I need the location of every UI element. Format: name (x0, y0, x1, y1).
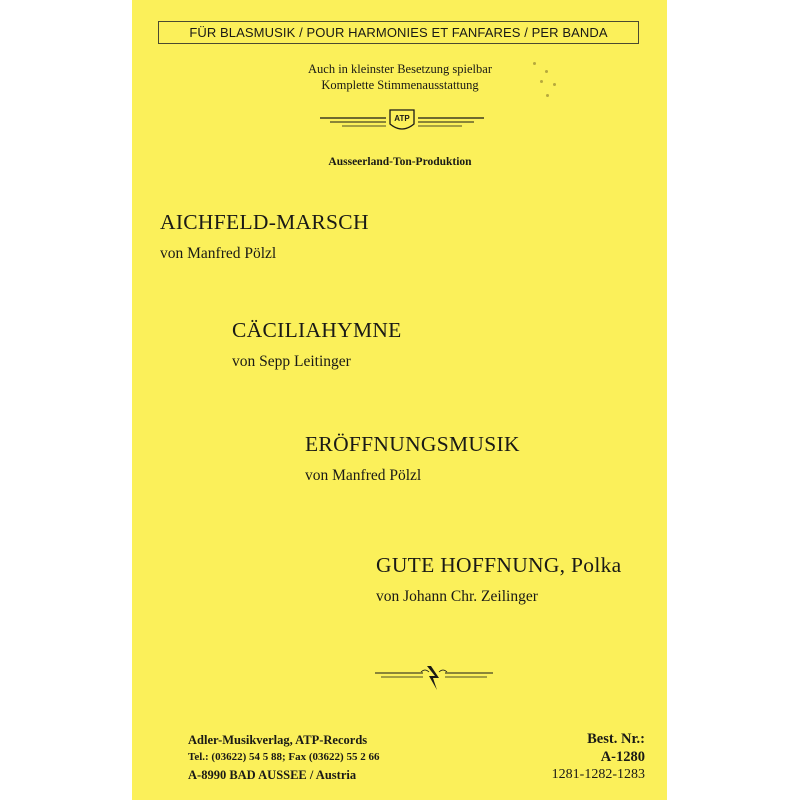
subtitle-line-2: Komplette Stimmenausstattung (321, 78, 479, 92)
order-label: Best. Nr.: (587, 731, 645, 747)
atp-logo-icon (318, 106, 486, 136)
piece-title-4: GUTE HOFFNUNG, Polka (376, 553, 622, 577)
publisher-phone: Tel.: (03622) 54 5 88; Fax (03622) 55 2 66 (188, 751, 380, 763)
order-range: 1281-1282-1283 (551, 767, 645, 782)
piece-composer-4: von Johann Chr. Zeilinger (376, 588, 538, 605)
piece-composer-3: von Manfred Pölzl (305, 467, 422, 484)
logo-lettering: ATP (394, 114, 410, 123)
order-number: A-1280 (600, 749, 645, 765)
publisher-name: Adler-Musikverlag, ATP-Records (188, 733, 368, 747)
piece-title-2: CÄCILIAHYMNE (232, 318, 402, 342)
piece-composer-1: von Manfred Pölzl (160, 245, 277, 262)
publisher-address: A-8990 BAD AUSSEE / Austria (188, 768, 357, 782)
subtitle-line-1: Auch in kleinster Besetzung spielbar (308, 62, 492, 76)
producer-name: Ausseerland-Ton-Produktion (328, 156, 472, 168)
piece-composer-2: von Sepp Leitinger (232, 353, 351, 370)
piece-title-3: ERÖFFNUNGSMUSIK (305, 432, 520, 456)
piece-title-1: AICHFELD-MARSCH (160, 210, 369, 234)
ornament-divider-icon (375, 664, 493, 692)
banner-box: FÜR BLASMUSIK / POUR HARMONIES ET FANFARES / PER BANDA (158, 21, 639, 44)
